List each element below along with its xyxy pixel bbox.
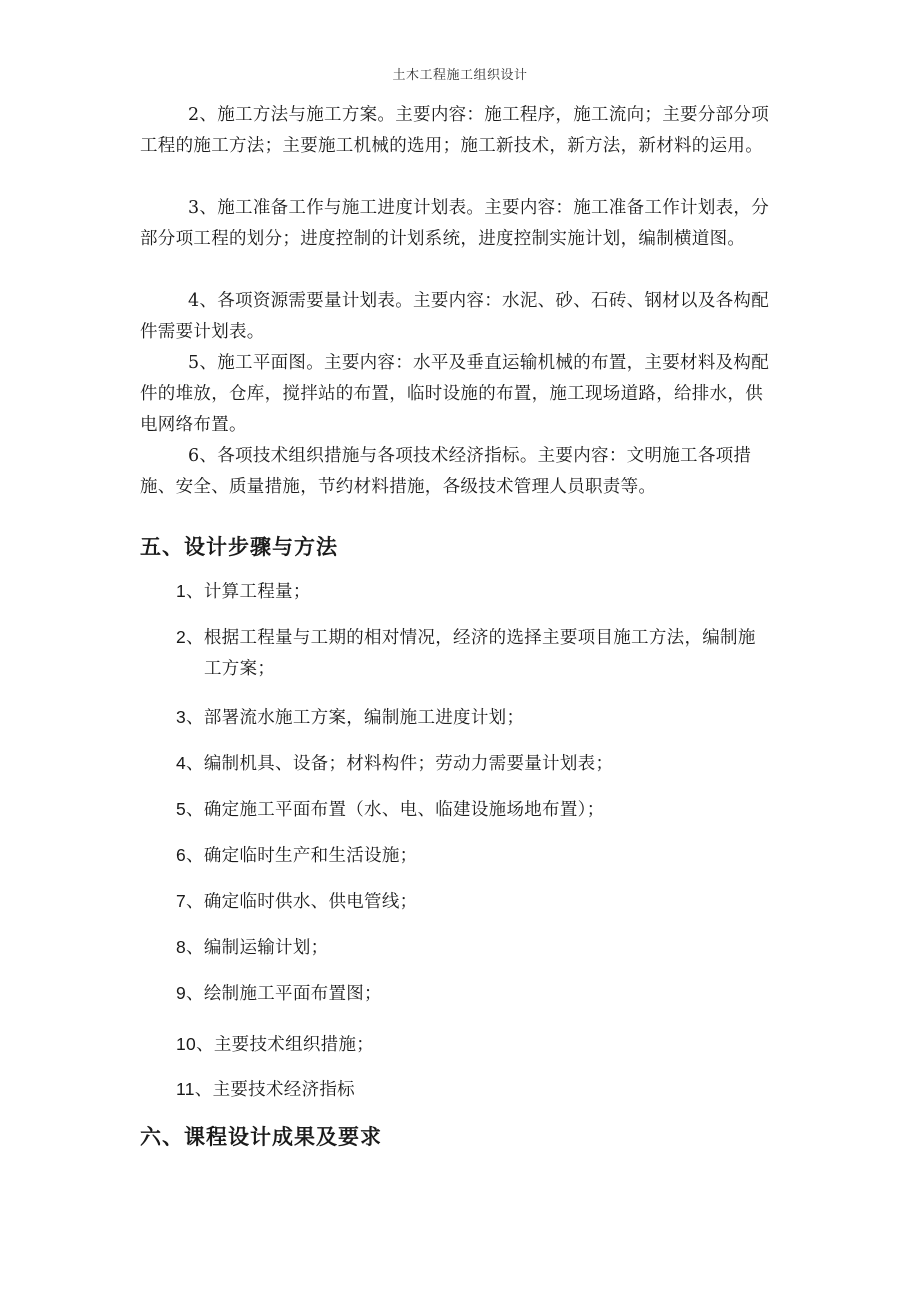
step-number: 3、 [176, 707, 204, 727]
step-item [176, 702, 788, 734]
step-number: 7、 [176, 891, 204, 911]
step-text: 计算工程量； [203, 582, 311, 602]
content-item-2: 2、施工方法与施工方案。主要内容：施工程序，施工流向；主要分部分项工程的施工方法；主要施工机械的选用；施工新技术，新方法，新材料的运用。 [140, 105, 770, 156]
step-number: 11、 [176, 1079, 213, 1099]
step-number: 6、 [176, 845, 204, 865]
step-number: 8、 [176, 937, 204, 957]
step-text: 绘制施工平面布置图； [203, 984, 382, 1004]
step-number: 4、 [176, 753, 204, 773]
step-text-continuation: 工方案； [204, 659, 276, 679]
section-heading-5: 五、设计步骤与方法 [140, 535, 338, 559]
content-item-6: 6、各项技术组织措施与各项技术经济指标。主要内容：文明施工各项措施、安全、质量措施，节约材料措施，各级技术管理人员职责等。 [140, 446, 752, 497]
step-text: 确定施工平面布置（水、电、临建设施场地布置）； [203, 800, 605, 820]
section-heading-6: 六、课程设计成果及要求 [140, 1125, 382, 1149]
page-header: 土木工程施工组织设计 [392, 68, 528, 83]
step-text: 确定临时供水、供电管线； [203, 892, 418, 912]
step-text: 根据工程量与工期的相对情况，经济的选择主要项目施工方法，编制施 [203, 628, 756, 648]
step-item [176, 576, 788, 608]
step-item [176, 1029, 788, 1061]
step-text: 主要技术组织措施； [213, 1035, 375, 1055]
step-item [176, 1074, 788, 1106]
step-number: 10、 [176, 1034, 214, 1054]
step-item [176, 794, 788, 826]
step-text: 主要技术经济指标 [212, 1080, 355, 1100]
step-number: 5、 [176, 799, 204, 819]
step-item [176, 748, 788, 780]
step-item [176, 932, 788, 964]
step-item [176, 886, 788, 918]
step-item [176, 622, 788, 685]
step-number: 1、 [176, 581, 204, 601]
step-item [176, 978, 788, 1010]
step-text: 编制机具、设备；材料构件；劳动力需要量计划表； [203, 754, 614, 774]
step-text: 部署流水施工方案，编制施工进度计划； [203, 708, 525, 728]
step-text: 确定临时生产和生活设施； [203, 846, 418, 866]
step-number: 9、 [176, 983, 204, 1003]
step-number: 2、 [176, 627, 204, 647]
step-item [176, 840, 788, 872]
content-item-4: 4、各项资源需要量计划表。主要内容：水泥、砂、石砖、钢材以及各构配件需要计划表。 [140, 291, 770, 342]
content-item-5: 5、施工平面图。主要内容：水平及垂直运输机械的布置，主要材料及构配件的堆放，仓库，搅拌站的布置，临时设施的布置，施工现场道路，给排水，供电网络布置。 [140, 353, 770, 435]
step-text: 编制运输计划； [203, 938, 329, 958]
content-item-3: 3、施工准备工作与施工进度计划表。主要内容：施工准备工作计划表，分部分项工程的划分；进度控制的计划系统，进度控制实施计划，编制横道图。 [140, 198, 770, 249]
